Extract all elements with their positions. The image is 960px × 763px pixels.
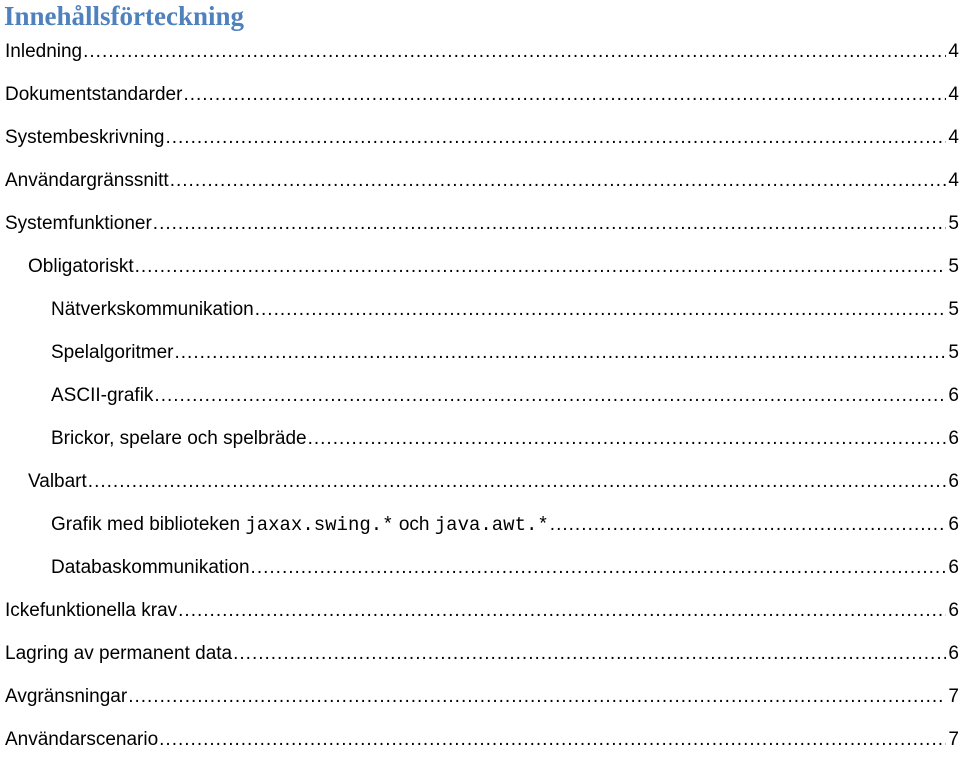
toc-entry-label: Lagring av permanent data [5, 643, 233, 664]
toc-entry-avgransningar[interactable] [0, 677, 960, 720]
toc-entry-label: Systemfunktioner [5, 213, 152, 234]
toc-dot-leader [135, 255, 947, 279]
toc-entry-page: 5 [948, 256, 959, 277]
toc-entry-page: 5 [948, 213, 959, 234]
toc-entry-page: 6 [948, 428, 959, 449]
toc-dot-leader [165, 126, 946, 150]
toc-dot-leader [308, 427, 947, 451]
toc-label-text: och [393, 514, 435, 535]
toc-entry-page: 4 [948, 170, 959, 191]
toc-label-code: jaxax.swing.* [245, 514, 394, 536]
toc-entry-label: Systembeskrivning [5, 127, 165, 148]
toc-label-code: java.awt.* [434, 514, 549, 536]
toc-entry-page: 6 [948, 600, 959, 621]
toc-entry-databaskommunikation[interactable] [0, 548, 960, 591]
toc-dot-leader [159, 728, 946, 752]
toc-entry-valbart[interactable] [0, 462, 960, 505]
toc-entry-label: Brickor, spelare och spelbräde [51, 428, 307, 449]
toc-entry-inledning[interactable] [0, 32, 960, 75]
toc-entry-systemfunktioner[interactable] [0, 204, 960, 247]
toc-dot-leader [175, 341, 947, 365]
toc-dot-leader [178, 599, 946, 623]
toc-entry-page: 5 [948, 342, 959, 363]
toc-entry-anvandargranssnitt[interactable] [0, 161, 960, 204]
toc-entry-anvandarscenario[interactable] [0, 720, 960, 763]
toc-dot-leader [183, 83, 946, 107]
toc-entry-brickor[interactable] [0, 419, 960, 462]
toc-entry-page: 6 [948, 514, 959, 535]
toc-entry-systembeskrivning[interactable] [0, 118, 960, 161]
toc-entry-page: 4 [948, 127, 959, 148]
toc-dot-leader [255, 298, 947, 322]
toc-entry-label: Användargränssnitt [5, 170, 169, 191]
toc-dot-leader [128, 685, 946, 709]
toc-dot-leader [170, 169, 947, 193]
toc-title: Innehållsförteckning [4, 1, 245, 31]
toc-entry-ascii-grafik[interactable] [0, 376, 960, 419]
toc-dot-leader [83, 40, 946, 64]
toc-dot-leader [251, 556, 947, 580]
toc-entry-label: Ickefunktionella krav [5, 600, 178, 621]
toc-entry-dokumentstandarder[interactable] [0, 75, 960, 118]
toc-entry-label: Avgränsningar [5, 686, 128, 707]
toc-entry-ickefunktionella-krav[interactable] [0, 591, 960, 634]
toc-entry-spelalgoritmer[interactable] [0, 333, 960, 376]
toc-dot-leader [233, 642, 946, 666]
toc-entry-label [51, 513, 549, 537]
toc-entry-page: 4 [948, 84, 959, 105]
toc-entry-label: Obligatoriskt [28, 256, 134, 277]
toc-entry-label: Databaskommunikation [51, 557, 250, 578]
toc-dot-leader [154, 384, 946, 408]
toc-entry-page: 6 [948, 643, 959, 664]
toc-entry-label: Inledning [5, 41, 83, 62]
toc-entry-lagring[interactable] [0, 634, 960, 677]
toc-dot-leader [88, 470, 947, 494]
toc-entry-page: 6 [948, 557, 959, 578]
toc-entry-label: Dokumentstandarder [5, 84, 183, 105]
toc-entry-label: Nätverkskommunikation [51, 299, 254, 320]
toc-entry-page: 5 [948, 299, 959, 320]
toc-entry-label: ASCII-grafik [51, 385, 154, 406]
toc-dot-leader [153, 212, 947, 236]
toc-entry-page: 7 [948, 686, 959, 707]
toc-entry-label: Valbart [28, 471, 87, 492]
toc-entry-obligatoriskt[interactable] [0, 247, 960, 290]
toc-entry-page: 4 [948, 41, 959, 62]
toc-entry-page: 7 [948, 729, 959, 750]
toc-dot-leader [550, 513, 947, 537]
toc-entry-label: Spelalgoritmer [51, 342, 174, 363]
toc-entry-page: 6 [948, 471, 959, 492]
toc-entry-label: Användarscenario [5, 729, 159, 750]
toc-label-text: Grafik med biblioteken [51, 514, 246, 535]
toc-entry-page: 6 [948, 385, 959, 406]
toc-entry-natverkskommunikation[interactable] [0, 290, 960, 333]
toc-entry-grafik-bibliotek[interactable] [0, 505, 960, 548]
